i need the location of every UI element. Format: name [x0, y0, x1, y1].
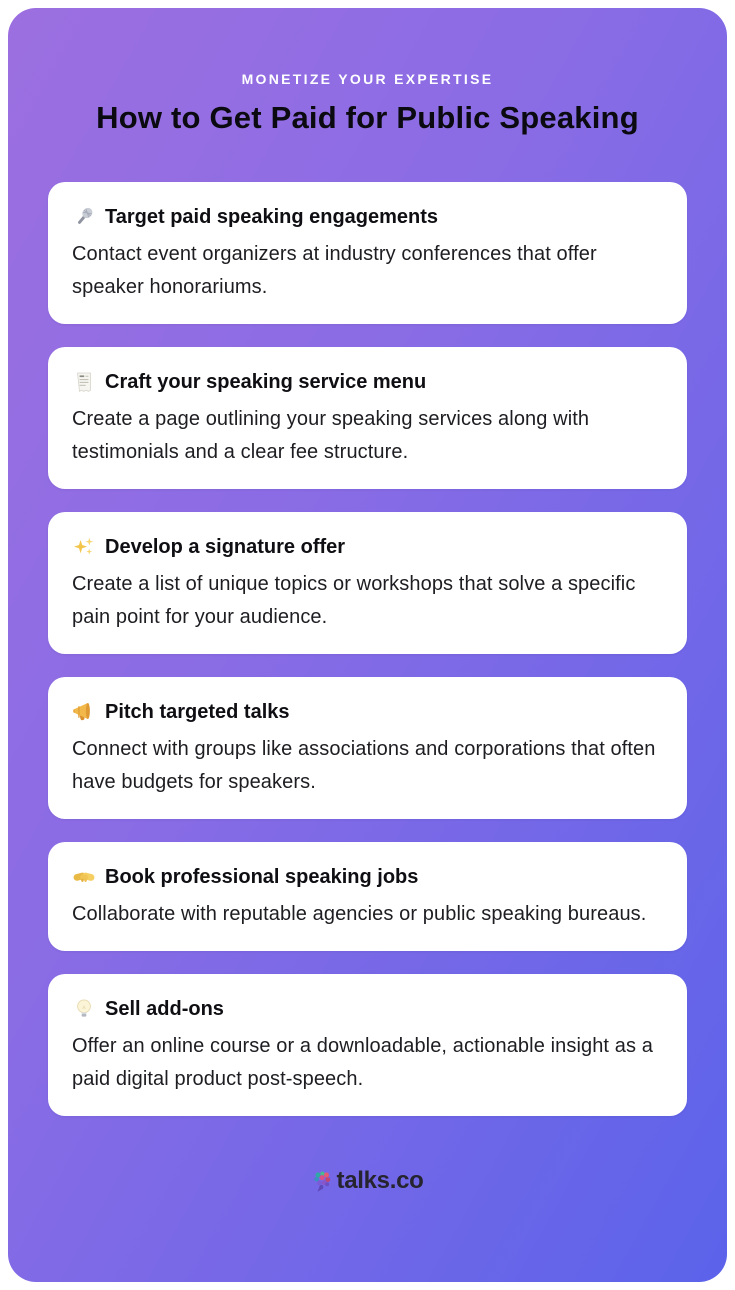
card-title-text: Develop a signature offer — [105, 536, 346, 558]
tip-card — [48, 347, 687, 489]
tip-card — [48, 677, 687, 819]
card-title-text: Sell add-ons — [105, 998, 224, 1020]
tip-card — [48, 512, 687, 654]
footer-logo — [48, 1167, 687, 1195]
card-body-text: Connect with groups like associations and corporations that often have budgets for speakers. — [72, 738, 656, 793]
card-title-text: Pitch targeted talks — [105, 701, 290, 723]
tip-card-list — [48, 182, 687, 1116]
card-body-text: Contact event organizers at industry conferences that offer speaker honorariums. — [72, 243, 597, 298]
talks-logo-wordmark: talks.co — [336, 1167, 424, 1194]
tip-card — [48, 974, 687, 1116]
card-title-row — [72, 202, 663, 232]
lightbulb-icon — [72, 997, 96, 1021]
card-body-text: Offer an online course or a downloadable, actionable insight as a paid digital product post-speech. — [72, 1035, 653, 1090]
poster-background — [8, 8, 727, 1282]
card-title-row — [72, 994, 663, 1024]
tip-card — [48, 842, 687, 951]
card-title-text: Book professional speaking jobs — [105, 866, 419, 888]
eyebrow-label: MONETIZE YOUR EXPERTISE — [241, 71, 494, 87]
megaphone-icon — [72, 700, 96, 724]
card-title-row — [72, 532, 663, 562]
page-title: How to Get Paid for Public Speaking — [96, 100, 639, 135]
sparkles-icon — [72, 535, 96, 559]
card-title-text: Target paid speaking engagements — [105, 206, 439, 228]
header — [48, 71, 687, 137]
card-title-row — [72, 367, 663, 397]
card-title-row — [72, 697, 663, 727]
tip-card — [48, 182, 687, 324]
card-body-text: Collaborate with reputable agencies or public speaking bureaus. — [72, 903, 647, 925]
card-title-text: Craft your speaking service menu — [105, 371, 427, 393]
talks-logo-icon — [312, 1170, 333, 1193]
card-body-text: Create a page outlining your speaking services along with testimonials and a clear fee structure. — [72, 408, 590, 463]
handshake-icon — [72, 865, 96, 889]
microphone-icon — [72, 205, 96, 229]
receipt-icon — [72, 370, 96, 394]
card-title-row — [72, 862, 663, 892]
card-body-text: Create a list of unique topics or workshops that solve a specific pain point for your audience. — [72, 573, 636, 628]
